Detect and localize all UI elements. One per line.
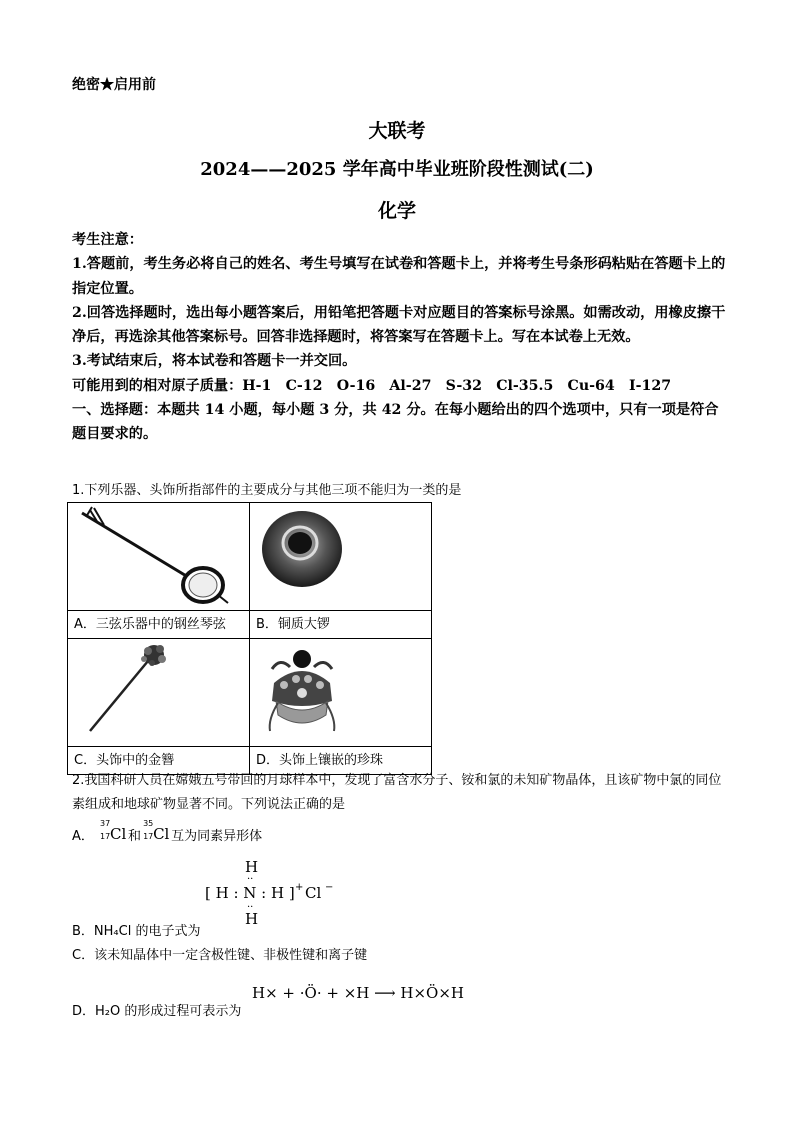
lewis-h-top: H [245, 858, 259, 876]
lewis-nh4-bracket: [ H : N : H ] [205, 884, 295, 902]
h2o-formation-process: H× + ·Ö· + ×H ⟶ H×Ö×H [252, 984, 464, 1002]
svg-text:··: ·· [247, 902, 254, 913]
question-2-option-c: C．该未知晶体中一定含极性键、非极性键和离子键 [72, 948, 368, 963]
isotope-cl-37 [98, 819, 128, 843]
lewis-h-bottom: H [245, 910, 259, 928]
option-c-caption: C．头饰中的金簪 [68, 747, 250, 775]
notes-item-1: 1.答题前，考生务必将自己的姓名、考生号填写在试卷和答题卡上，并将考生号条形码粘贴在答题卡上的指定位置。 [72, 256, 726, 297]
hairpin-icon [68, 639, 243, 742]
exam-notes [72, 228, 732, 447]
option-a-caption: A．三弦乐器中的钢丝琴弦 [68, 611, 250, 639]
option-a-image [68, 503, 250, 611]
option-b-image [250, 503, 432, 611]
confidential-mark: 绝密★启用前 [72, 77, 156, 93]
notes-item-3: 3.考试结束后，将本试卷和答题卡一并交回。 [72, 353, 357, 370]
isotope-mass-37: 37 [100, 819, 111, 828]
option-d-image [250, 639, 432, 747]
lewis-charge-minus: − [325, 882, 334, 893]
option-a-label: A． [72, 829, 94, 844]
headdress-icon [250, 639, 425, 742]
svg-text:··: ·· [247, 874, 254, 885]
isotope-symbol-cl-b: Cl [153, 825, 170, 843]
lewis-charge-plus: + [295, 882, 304, 893]
question-2-option-d: D．H₂O 的形成过程可表示为 [72, 1004, 242, 1019]
isotope-conjunction: 和 [128, 829, 142, 844]
isotope-number-17b: 17 [143, 832, 154, 841]
sanxian-instrument-icon [68, 503, 243, 606]
question-2-stem [72, 769, 732, 817]
question-2-text: 2.我国科研人员在嫦娥五号带回的月球样本中，发现了富含水分子、铵和氯的未知矿物晶体，且该矿物中氯的同位素组成和地球矿物显著不同。下列说法正确的是 [72, 773, 722, 812]
exam-org-title: 大联考 [368, 120, 426, 142]
exam-title: 2024——2025 学年高中毕业班阶段性测试(二) [200, 159, 594, 180]
question-2-option-b: B．NH₄Cl 的电子式为 [72, 924, 201, 939]
option-b-caption: B．铜质大锣 [250, 611, 432, 639]
question-1-options-table [67, 502, 432, 775]
section-instructions: 一、选择题：本题共 14 小题，每小题 3 分，共 42 分。在每小题给出的四个选项中，只有一项是符合题目要求的。 [72, 402, 719, 443]
gong-icon [250, 503, 425, 606]
subject-title: 化学 [377, 200, 416, 222]
option-a-text: 互为同素异形体 [171, 829, 263, 844]
isotope-symbol-cl-a: Cl [110, 825, 127, 843]
notes-item-2: 2.回答选择题时，选出每小题答案后，用铅笔把答题卡对应题目的答案标号涂黑。如需改动，用橡皮擦干净后，再选涂其他答案标号。回答非选择题时，将答案写在答题卡上。写在本试卷上无效。 [72, 304, 726, 346]
question-2-option-a [72, 819, 263, 844]
option-c-image [68, 639, 250, 747]
isotope-mass-35: 35 [143, 819, 154, 828]
isotope-number-17a: 17 [100, 832, 111, 841]
lewis-cl: Cl [305, 884, 322, 902]
atomic-masses: 可能用到的相对原子质量：H-1 C-12 O-16 Al-27 S-32 Cl-35.5 Cu-64 I-127 [72, 377, 672, 394]
option-d-caption: D．头饰上镶嵌的珍珠 [250, 747, 432, 775]
notes-heading: 考生注意： [72, 232, 143, 248]
isotope-cl-35 [141, 819, 171, 843]
question-1-stem: 1.下列乐器、头饰所指部件的主要成分与其他三项不能归为一类的是 [72, 483, 462, 498]
nh4cl-lewis-structure [195, 858, 355, 930]
